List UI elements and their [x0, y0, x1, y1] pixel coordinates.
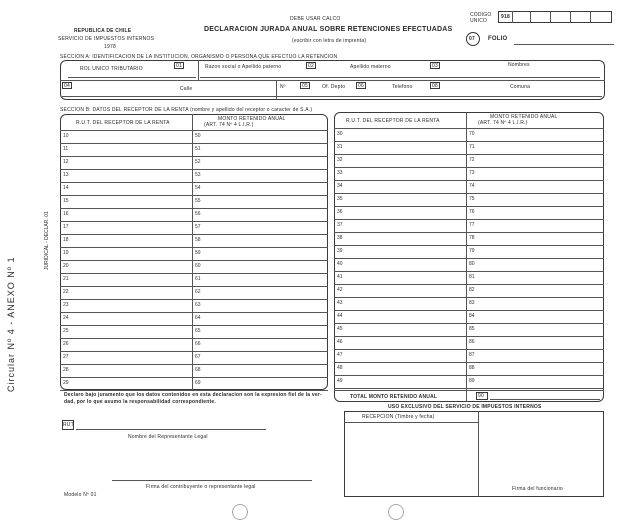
left-row-code: 21: [63, 276, 69, 282]
right-amount-code: 71: [469, 144, 475, 150]
declaration-line-2: dad, por lo que asumo la responsabilidad correspondiente.: [64, 399, 216, 405]
right-row-code: 44: [337, 313, 343, 319]
depto-label: Of. Depto: [322, 84, 346, 90]
left-rut-field[interactable]: [74, 195, 190, 208]
code-05: 05: [302, 83, 308, 89]
left-amount-field[interactable]: [206, 130, 326, 143]
left-rut-field[interactable]: [74, 143, 190, 156]
left-amount-field[interactable]: [206, 312, 326, 325]
left-row-code: 26: [63, 341, 69, 347]
right-row-code: 39: [337, 248, 343, 254]
right-amount-code: 70: [469, 131, 475, 137]
left-amount-code: 68: [195, 367, 201, 373]
nro-label: Nº: [280, 84, 286, 90]
left-amount-code: 53: [195, 172, 201, 178]
left-amount-field[interactable]: [206, 208, 326, 221]
section-a-title: SECCION A: IDENTIFICACION DE LA INSTITUCION, ORGANISMO O PERSONA QUE EFECTUO LA RETENCION: [60, 54, 338, 60]
left-col-monto-2: (ART. 74 Nº 4 L.I.R.): [204, 122, 254, 128]
declaration-line-1: Declaro bajo juramento que los datos contenidos en esta declaracion son la expresion fiel de la ver-: [64, 392, 322, 398]
right-row-line: [334, 388, 604, 389]
telefono-label: Telefono: [392, 84, 413, 90]
right-amount-field[interactable]: [480, 193, 602, 206]
left-amount-code: 60: [195, 263, 201, 269]
right-amount-field[interactable]: [480, 297, 602, 310]
right-amount-code: 78: [469, 235, 475, 241]
form-subtitle: (escribir con letra de imprenta): [292, 38, 367, 44]
right-amount-field[interactable]: [480, 167, 602, 180]
left-row-line: [60, 390, 328, 391]
left-amount-field[interactable]: [206, 221, 326, 234]
code-01: 01: [176, 63, 182, 69]
left-rut-field[interactable]: [74, 286, 190, 299]
right-amount-field[interactable]: [480, 154, 602, 167]
right-amount-field[interactable]: [480, 362, 602, 375]
right-amount-field[interactable]: [480, 284, 602, 297]
right-amount-field[interactable]: [480, 180, 602, 193]
right-amount-code: 88: [469, 365, 475, 371]
right-row-code: 38: [337, 235, 343, 241]
left-amount-field[interactable]: [206, 364, 326, 377]
left-row-code: 10: [63, 133, 69, 139]
left-amount-field[interactable]: [206, 156, 326, 169]
left-rut-field[interactable]: [74, 260, 190, 273]
rut-code: RUT: [63, 422, 74, 428]
left-amount-code: 63: [195, 302, 201, 308]
must-use-label: DEBE USAR CALCO: [290, 16, 341, 22]
right-amount-field[interactable]: [480, 349, 602, 362]
left-rut-field[interactable]: [74, 208, 190, 221]
left-row-code: 13: [63, 172, 69, 178]
left-row-code: 29: [63, 380, 69, 386]
right-amount-field[interactable]: [480, 375, 602, 388]
left-amount-code: 54: [195, 185, 201, 191]
left-amount-code: 55: [195, 198, 201, 204]
left-amount-field[interactable]: [206, 299, 326, 312]
right-rut-field[interactable]: [348, 297, 464, 310]
left-row-code: 14: [63, 185, 69, 191]
left-amount-code: 66: [195, 341, 201, 347]
exclusive-box: [344, 411, 604, 497]
right-rut-field[interactable]: [348, 323, 464, 336]
right-rut-field[interactable]: [348, 349, 464, 362]
folio-circle-number: 07: [469, 36, 475, 42]
left-amount-code: 61: [195, 276, 201, 282]
rol-field[interactable]: [68, 77, 196, 78]
right-amount-field[interactable]: [480, 206, 602, 219]
left-amount-field[interactable]: [206, 273, 326, 286]
left-amount-field[interactable]: [206, 182, 326, 195]
right-amount-field[interactable]: [480, 128, 602, 141]
left-col-rut: R.U.T. DEL RECEPTOR DE LA RENTA: [76, 120, 170, 126]
exclusive-title: USO EXCLUSIVO DEL SERVICIO DE IMPUESTOS INTERNOS: [388, 404, 542, 410]
code-04: 04: [64, 83, 70, 89]
folio-field[interactable]: [514, 44, 614, 45]
right-rut-field[interactable]: [348, 154, 464, 167]
circular-side-label: Circular Nº 4 - ANEXO Nº 1: [6, 256, 16, 392]
total-code: 90: [478, 393, 484, 399]
code-08: 08: [432, 83, 438, 89]
apellido-label: Apellido materno: [350, 64, 391, 70]
right-row-code: 40: [337, 261, 343, 267]
left-row-code: 27: [63, 354, 69, 360]
right-amount-code: 85: [469, 326, 475, 332]
code-unico-box[interactable]: [498, 11, 612, 23]
left-rut-field[interactable]: [74, 221, 190, 234]
right-rut-field[interactable]: [348, 258, 464, 271]
right-amount-field[interactable]: [480, 141, 602, 154]
right-row-code: 42: [337, 287, 343, 293]
right-amount-field[interactable]: [480, 219, 602, 232]
left-rut-field[interactable]: [74, 299, 190, 312]
left-row-code: 20: [63, 263, 69, 269]
folio-label: FOLIO: [488, 36, 508, 42]
right-row-code: 37: [337, 222, 343, 228]
left-amount-code: 50: [195, 133, 201, 139]
right-row-code: 36: [337, 209, 343, 215]
left-row-code: 28: [63, 367, 69, 373]
left-row-code: 23: [63, 302, 69, 308]
left-rut-field[interactable]: [74, 312, 190, 325]
right-amount-code: 75: [469, 196, 475, 202]
total-label: TOTAL MONTO RETENIDO ANUAL: [350, 394, 438, 400]
left-amount-field[interactable]: [206, 325, 326, 338]
left-row-code: 15: [63, 198, 69, 204]
comuna-label: Comuna: [510, 84, 531, 90]
right-col-monto-2: (ART. 74 Nº 4 L.I.R.): [478, 120, 528, 126]
left-amount-code: 52: [195, 159, 201, 165]
right-rut-field[interactable]: [348, 219, 464, 232]
left-amount-code: 64: [195, 315, 201, 321]
right-row-code: 45: [337, 326, 343, 332]
left-row-code: 16: [63, 211, 69, 217]
right-amount-code: 89: [469, 378, 475, 384]
right-col-rut: R.U.T. DEL RECEPTOR DE LA RENTA: [346, 118, 440, 124]
right-amount-code: 80: [469, 261, 475, 267]
right-row-code: 49: [337, 378, 343, 384]
right-amount-code: 86: [469, 339, 475, 345]
right-rut-field[interactable]: [348, 362, 464, 375]
left-amount-field[interactable]: [206, 234, 326, 247]
left-amount-code: 69: [195, 380, 201, 386]
left-amount-field[interactable]: [206, 260, 326, 273]
left-row-code: 24: [63, 315, 69, 321]
left-amount-code: 59: [195, 250, 201, 256]
left-amount-field[interactable]: [206, 247, 326, 260]
right-rut-field[interactable]: [348, 193, 464, 206]
right-row-code: 47: [337, 352, 343, 358]
code-label-2: UNICO: [470, 18, 488, 24]
form-code-side-label: JURIDICAL - DECLAR. 01: [44, 211, 50, 270]
left-rut-field[interactable]: [74, 247, 190, 260]
right-amount-field[interactable]: [480, 232, 602, 245]
official-signature-label: Firma del funcionario: [512, 486, 563, 492]
right-amount-code: 82: [469, 287, 475, 293]
right-col-monto-1: MONTO RETENIDO ANUAL: [490, 114, 558, 120]
right-rut-field[interactable]: [348, 310, 464, 323]
punch-hole-right: [388, 504, 404, 520]
right-row-code: 34: [337, 183, 343, 189]
left-rut-field[interactable]: [74, 169, 190, 182]
left-col-monto-1: MONTO RETENIDO ANUAL: [218, 116, 286, 122]
nombres-label: Nombres: [508, 62, 530, 68]
right-rut-field[interactable]: [348, 128, 464, 141]
right-row-code: 48: [337, 365, 343, 371]
left-row-code: 17: [63, 224, 69, 230]
left-rut-field[interactable]: [74, 130, 190, 143]
right-amount-field[interactable]: [480, 323, 602, 336]
left-amount-code: 62: [195, 289, 201, 295]
right-amount-code: 79: [469, 248, 475, 254]
right-amount-field[interactable]: [480, 310, 602, 323]
punch-hole-left: [232, 504, 248, 520]
code-label-1: CODIGO: [470, 12, 492, 18]
left-amount-field[interactable]: [206, 286, 326, 299]
right-rut-field[interactable]: [348, 232, 464, 245]
left-rut-field[interactable]: [74, 182, 190, 195]
form-number: Modelo Nº 01: [64, 492, 97, 498]
year-label: 1978: [104, 44, 116, 50]
left-rut-field[interactable]: [74, 377, 190, 390]
calle-label: Calle: [180, 86, 193, 92]
total-field[interactable]: [490, 399, 600, 400]
right-row-code: 41: [337, 274, 343, 280]
rol-label: ROL UNICO TRIBUTARIO: [80, 66, 143, 72]
name-label: Razon social o Apellido paterno: [205, 64, 282, 70]
left-amount-code: 51: [195, 146, 201, 152]
left-rut-field[interactable]: [74, 156, 190, 169]
right-amount-code: 77: [469, 222, 475, 228]
right-amount-code: 81: [469, 274, 475, 280]
left-row-code: 22: [63, 289, 69, 295]
left-amount-code: 67: [195, 354, 201, 360]
left-row-code: 19: [63, 250, 69, 256]
right-row-code: 32: [337, 157, 343, 163]
right-rut-field[interactable]: [348, 271, 464, 284]
name-field[interactable]: [200, 77, 600, 78]
code-value: 918: [501, 14, 510, 20]
right-rut-field[interactable]: [348, 180, 464, 193]
left-row-code: 25: [63, 328, 69, 334]
right-rut-field[interactable]: [348, 141, 464, 154]
section-b-title: SECCION B: DATOS DEL RECEPTOR DE LA RENTA (nombre y apellido del receptor o caracter de S.A.): [60, 107, 313, 113]
service-label: SERVICIO DE IMPUESTOS INTERNOS: [58, 36, 155, 42]
right-rut-field[interactable]: [348, 167, 464, 180]
right-amount-field[interactable]: [480, 271, 602, 284]
right-rut-field[interactable]: [348, 375, 464, 388]
republic-label: REPUBLICA DE CHILE: [74, 28, 132, 34]
right-row-code: 31: [337, 144, 343, 150]
left-amount-field[interactable]: [206, 169, 326, 182]
left-amount-field[interactable]: [206, 377, 326, 390]
right-amount-field[interactable]: [480, 258, 602, 271]
code-02: 02: [308, 63, 314, 69]
left-amount-code: 58: [195, 237, 201, 243]
form-title: DECLARACION JURADA ANUAL SOBRE RETENCIONES EFECTUADAS: [204, 26, 453, 33]
left-rut-field[interactable]: [74, 364, 190, 377]
left-rut-field[interactable]: [74, 325, 190, 338]
right-row-code: 33: [337, 170, 343, 176]
right-amount-code: 72: [469, 157, 475, 163]
address-field[interactable]: [62, 96, 602, 97]
right-amount-code: 84: [469, 313, 475, 319]
right-rut-field[interactable]: [348, 336, 464, 349]
right-rut-field[interactable]: [348, 245, 464, 258]
left-amount-field[interactable]: [206, 195, 326, 208]
left-rut-field[interactable]: [74, 234, 190, 247]
reception-label: RECEPCION (Timbre y fecha): [362, 414, 435, 420]
code-06: 06: [358, 83, 364, 89]
right-row-code: 35: [337, 196, 343, 202]
left-row-code: 12: [63, 159, 69, 165]
left-amount-code: 57: [195, 224, 201, 230]
right-amount-field[interactable]: [480, 245, 602, 258]
right-row-code: 30: [337, 131, 343, 137]
right-amount-field[interactable]: [480, 336, 602, 349]
right-rut-field[interactable]: [348, 206, 464, 219]
left-row-code: 11: [63, 146, 69, 152]
left-amount-field[interactable]: [206, 143, 326, 156]
legal-rep-field[interactable]: [76, 429, 266, 430]
right-row-code: 43: [337, 300, 343, 306]
right-amount-code: 73: [469, 170, 475, 176]
left-rut-field[interactable]: [74, 273, 190, 286]
signature-field[interactable]: [112, 480, 312, 481]
signature-label: Firma del contribuyente o representante legal: [146, 484, 256, 490]
left-amount-field[interactable]: [206, 351, 326, 364]
left-rut-field[interactable]: [74, 338, 190, 351]
right-amount-code: 76: [469, 209, 475, 215]
right-rut-field[interactable]: [348, 284, 464, 297]
right-amount-code: 83: [469, 300, 475, 306]
left-rut-field[interactable]: [74, 351, 190, 364]
left-amount-code: 65: [195, 328, 201, 334]
right-amount-code: 87: [469, 352, 475, 358]
left-amount-code: 56: [195, 211, 201, 217]
right-amount-code: 74: [469, 183, 475, 189]
left-amount-field[interactable]: [206, 338, 326, 351]
code-03: 03: [432, 63, 438, 69]
left-row-code: 18: [63, 237, 69, 243]
legal-rep-label: Nombre del Representante Legal: [128, 434, 208, 440]
right-row-code: 46: [337, 339, 343, 345]
